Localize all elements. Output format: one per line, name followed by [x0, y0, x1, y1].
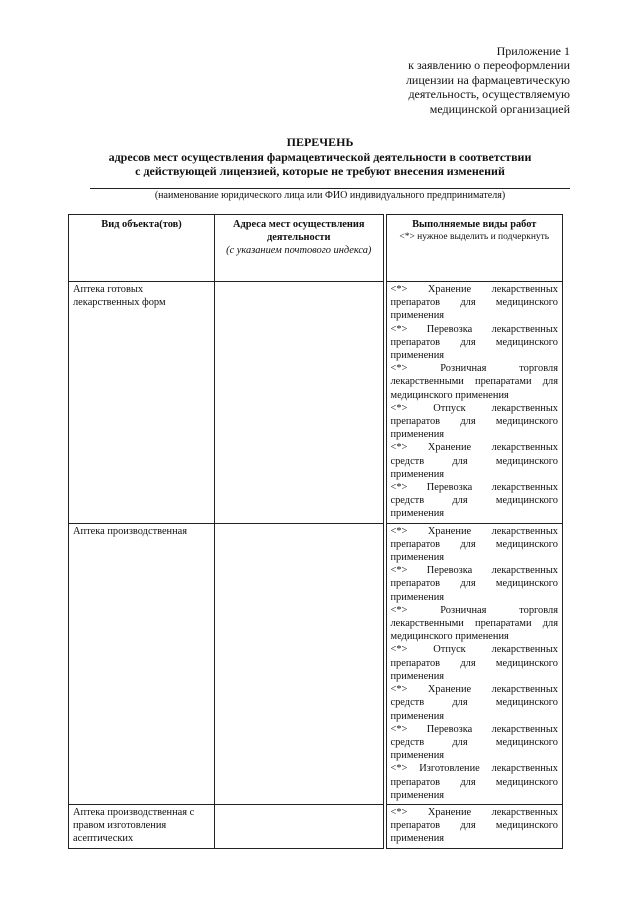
work-item: <*> Хранение лекарственных препаратов для медицинского применения — [390, 284, 558, 322]
table-row — [69, 282, 563, 524]
entity-name-caption: (наименование юридического лица или ФИО индивидуального предпринимателя) — [154, 190, 506, 201]
work-item: <*> Хранение лекарственных препаратов для медицинского применения — [390, 806, 558, 845]
work-item: <*> Перевозка лекарственных средств для медицинского применения — [390, 482, 558, 520]
appendix-line: Приложение 1 — [496, 44, 570, 58]
appendix-line: лицензии на фармацевтическую — [405, 72, 570, 87]
work-types-cell — [385, 282, 563, 524]
work-item: <*> Розничная торговля лекарственными препаратами для медицинского применения — [390, 604, 558, 643]
address-list-table — [68, 214, 563, 849]
title-line-1: адресов мест осуществления фармацевтической деятельности в соответствии — [108, 149, 532, 164]
appendix-line: медицинской организацией — [429, 101, 570, 116]
entity-name-blank-line — [90, 188, 570, 189]
table-row — [69, 804, 563, 848]
header-address: Адреса мест осуществления деятельности (с указанием почтового индекса) — [215, 215, 385, 282]
work-types-cell — [385, 804, 563, 848]
work-types-cell — [385, 523, 563, 804]
title-heading: ПЕРЕЧЕНЬ — [286, 135, 354, 149]
work-item: <*> Отпуск лекарственных препаратов для медицинского применения — [390, 644, 558, 682]
appendix-line: к заявлению о переоформлении — [408, 58, 570, 73]
work-item: <*> Хранение лекарственных средств для медицинского применения — [390, 442, 558, 480]
work-item: <*> Хранение лекарственных препаратов для медицинского применения — [390, 525, 558, 564]
header-work-types: Выполняемые виды работ <*> нужное выделить и подчеркнуть — [385, 215, 563, 282]
object-type-cell: Аптека производственная с правом изготовления асептических — [69, 804, 215, 848]
table-row — [69, 523, 563, 804]
header-address-note: (с указанием почтового индекса) — [226, 245, 372, 257]
appendix-line: деятельность, осуществляемую — [408, 87, 570, 102]
work-item: <*> Хранение лекарственных средств для медицинского применения — [390, 684, 558, 722]
object-type-cell: Аптека производственная — [69, 523, 215, 804]
document-title — [60, 135, 580, 179]
work-item: <*> Отпуск лекарственных препаратов для медицинского применения — [390, 402, 558, 441]
object-type-cell: Аптека готовых лекарственных форм — [69, 282, 215, 524]
header-work-note: <*> нужное выделить и подчеркнуть — [399, 232, 550, 243]
header-object-type: Вид объекта(тов) — [69, 215, 215, 282]
title-line-2: с действующей лицензией, которые не требуют внесения изменений — [135, 164, 505, 178]
work-item: <*> Перевозка лекарственных препаратов для медицинского применения — [390, 565, 558, 603]
work-item: <*> Розничная торговля лекарственными препаратами для медицинского применения — [390, 363, 558, 401]
work-item: <*> Перевозка лекарственных средств для медицинского применения — [390, 723, 558, 762]
work-item: <*> Изготовление лекарственных препаратов для медицинского применения — [390, 763, 558, 801]
address-cell[interactable] — [215, 282, 385, 524]
work-item: <*> Перевозка лекарственных препаратов для медицинского применения — [390, 323, 558, 362]
appendix-block — [370, 44, 570, 116]
address-cell[interactable] — [215, 523, 385, 804]
address-cell[interactable] — [215, 804, 385, 848]
table-header-row — [69, 215, 563, 282]
